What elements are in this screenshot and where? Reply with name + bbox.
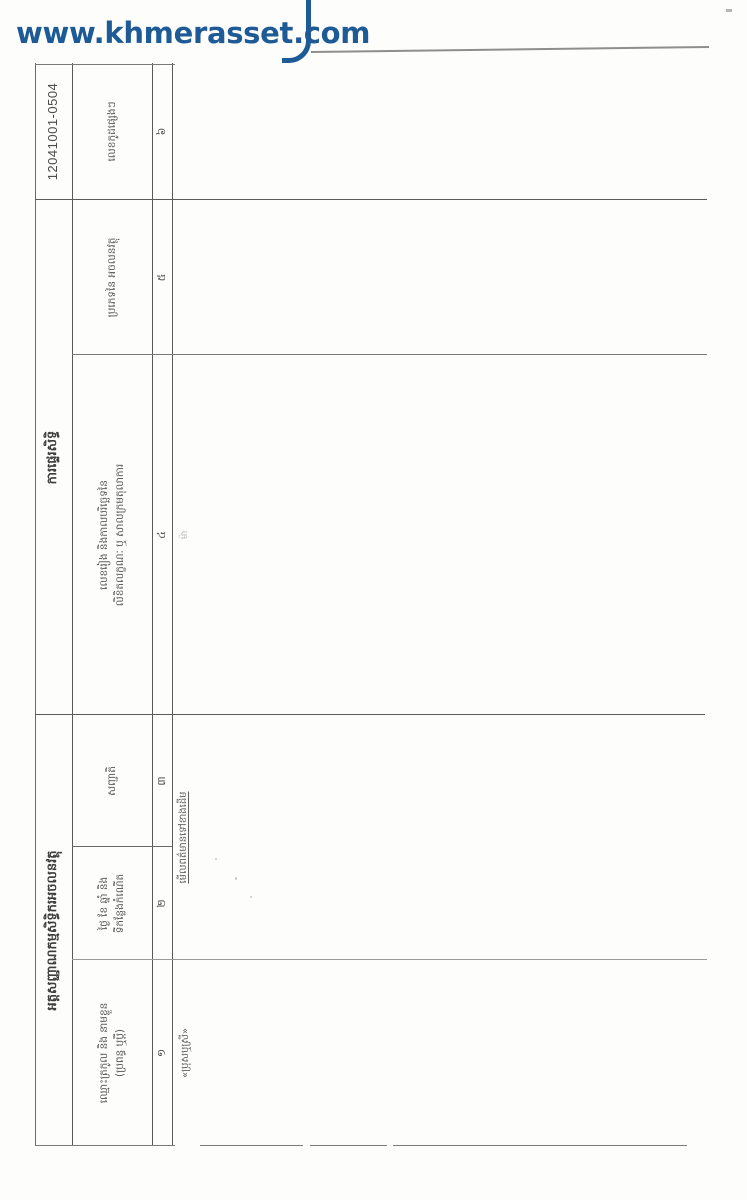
col6-number: ៦	[155, 127, 169, 136]
col1-number: ១	[155, 1048, 169, 1058]
col6-header-cell: លេខកូដផ្សេងៗ	[105, 101, 118, 162]
col4-header-cell: លេខរៀង និងកាលបរិច្ឆេទនៃ លិខិតលក្ខណៈ ឬ សាលក្រមតុលាការ	[97, 463, 126, 607]
table-left-border-seg3	[310, 1145, 387, 1146]
scan-speckle	[250, 896, 252, 898]
col5-header-cell: ប្រភេទនៃ អចលនវត្ថុ	[105, 237, 118, 318]
scan-speckle	[215, 858, 217, 860]
col3-number: ៣	[155, 776, 169, 786]
group-header-transfer-of-rights: ការផ្ទេរសិទ្ធិ	[45, 430, 61, 485]
col3-header-cell: សញ្ជាតិ	[105, 766, 118, 796]
scan-artifact-top-line	[311, 46, 709, 53]
col5-number: ៥	[155, 273, 169, 282]
scan-artifact-dot	[726, 9, 732, 12]
group-header-owner-identity: អត្តសញ្ញាណកម្មសិទ្ធិករអចលនវត្ថុ	[45, 850, 61, 1011]
scan-speckle	[235, 877, 237, 880]
table-left-border-seg4	[393, 1145, 687, 1146]
watermark-site-text: www.khmerasset.com	[16, 16, 371, 50]
entry-birth-note: មើលពត៌មានទៅខាងដើម	[178, 791, 189, 884]
entry-name-note: «ប្រុសឬស្រី»	[180, 1028, 191, 1078]
reference-number: 12041001-0504	[45, 82, 61, 181]
watermark-bracket-shape	[282, 0, 311, 63]
table-left-border-seg2	[200, 1145, 303, 1146]
register-table	[35, 63, 707, 1146]
row-line-under-numbering	[172, 63, 173, 1146]
col2-number: ២	[155, 899, 169, 908]
col2-header-cell: ថ្ងៃ ខែ ឆ្នាំ និង ទីកន្លែងកំណើត	[97, 873, 126, 934]
entry-deed-faint-mark: ម៉ា	[180, 530, 190, 540]
col4-number: ៤	[155, 531, 169, 539]
col1-header-cell: ឈ្មោះត្រកូល និង នាមខ្លួន (ប្រពន្ធ ឬប្ដី)	[97, 1002, 126, 1104]
rotated-table-region	[35, 63, 707, 1146]
